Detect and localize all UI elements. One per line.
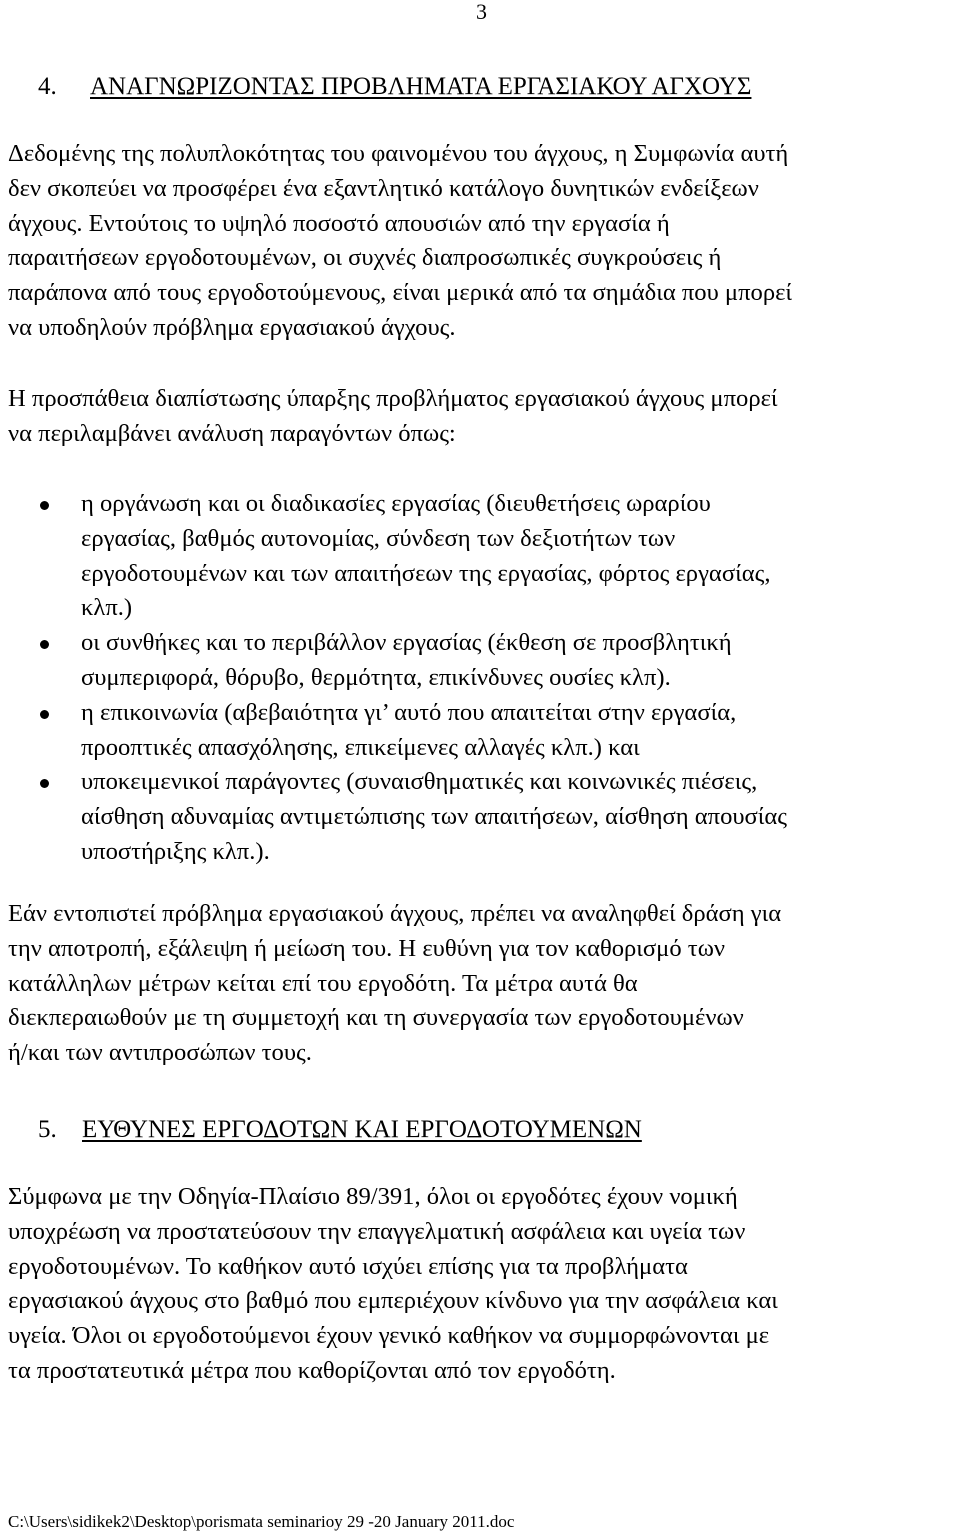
text-line: Δεδομένης της πολυπλοκότητας του φαινομένου του άγχους, η Συμφωνία αυτή	[8, 140, 789, 167]
footer-file-path: C:\Users\sidikek2\Desktop\porismata seminarioy 29 -20 January 2011.doc	[8, 1512, 515, 1531]
text-line: υγεία. Όλοι οι εργοδοτούμενοι έχουν γενικό καθήκον να συμμορφώνονται με	[8, 1322, 770, 1350]
text-line: δεν σκοπεύει να προσφέρει ένα εξαντλητικό κατάλογο δυνητικών ενδείξεων	[8, 174, 759, 202]
bullet-item-conditions	[0, 626, 960, 696]
text-line: υποχρέωση να προστατεύσουν την επαγγελματική ασφάλεια και υγεία των	[8, 1217, 746, 1245]
section-4-paragraph-2	[8, 382, 958, 452]
bullet-item-organisation	[0, 487, 960, 626]
text-line: να περιλαμβάνει ανάλυση παραγόντων όπως:	[8, 419, 456, 447]
bullet-item-subjective-factors	[0, 765, 960, 869]
text-line: Εάν εντοπιστεί πρόβλημα εργασιακού άγχους, πρέπει να αναληφθεί δράση για	[8, 900, 782, 927]
text-line: Σύμφωνα με την Οδηγία-Πλαίσιο 89/391, όλοι οι εργοδότες έχουν νομική	[8, 1183, 738, 1210]
section-4-number: 4.	[38, 73, 57, 100]
text-line: εργοδοτουμένων και των απαιτήσεων της εργασίας, φόρτος εργασίας,	[81, 559, 771, 587]
text-line: η επικοινωνία (αβεβαιότητα γι’ αυτό που απαιτείται στην εργασία,	[81, 698, 737, 726]
text-line: την αποτροπή, εξάλειψη ή μείωση του. Η ευθύνη για τον καθορισμό των	[8, 934, 726, 962]
text-line: παραιτήσεων εργοδοτουμένων, οι συχνές διαπροσωπικές συγκρούσεις ή	[8, 244, 722, 272]
bullet-icon	[40, 710, 49, 719]
text-line: συμπεριφορά, θόρυβο, θερμότητα, επικίνδυνες ουσίες κλπ).	[81, 663, 671, 691]
section-4-heading	[38, 72, 751, 102]
text-line: εργασιακού άγχους στο βαθμό που εμπεριέχουν κίνδυνο για την ασφάλεια και	[8, 1287, 778, 1315]
section-5-heading	[38, 1115, 642, 1145]
text-line: οι συνθήκες και το περιβάλλον εργασίας (έκθεση σε προσβλητική	[81, 629, 732, 657]
text-line: άγχους. Εντούτοις το υψηλό ποσοστό απουσιών από την εργασία ή	[8, 209, 670, 237]
text-line: ή/και των αντιπροσώπων τους.	[8, 1039, 312, 1067]
factors-bullet-list	[0, 487, 960, 870]
text-line: Η προσπάθεια διαπίστωσης ύπαρξης προβλήματος εργασιακού άγχους μπορεί	[8, 385, 778, 412]
section-5-paragraph-1	[8, 1180, 958, 1389]
section-4-title: ΑΝΑΓΝΩΡΙΖΟΝΤΑΣ ΠΡΟΒΛΗΜΑΤΑ ΕΡΓΑΣΙΑΚΟΥ ΑΓΧΟΥΣ	[90, 73, 752, 100]
text-line: διεκπεραιωθούν με τη συμμετοχή και τη συνεργασία των εργοδοτουμένων	[8, 1004, 744, 1032]
section-4-paragraph-3	[8, 897, 958, 1071]
text-line: κλπ.)	[81, 594, 133, 622]
bullet-icon	[40, 779, 49, 788]
page-number: 3	[476, 0, 487, 24]
section-5-title: ΕΥΘΥΝΕΣ ΕΡΓΟΔΟΤΩΝ ΚΑΙ ΕΡΓΟΔΟΤΟΥΜΕΝΩΝ	[82, 1116, 642, 1143]
text-line: να υποδηλούν πρόβλημα εργασιακού άγχους.	[8, 313, 456, 341]
text-line: εργοδοτουμένων. Το καθήκον αυτό ισχύει επίσης για τα προβλήματα	[8, 1252, 688, 1280]
text-line: αίσθηση αδυναμίας αντιμετώπισης των απαιτήσεων, αίσθηση απουσίας	[81, 803, 788, 831]
text-line: παράπονα από τους εργοδοτούμενους, είναι μερικά από τα σημάδια που μπορεί	[8, 279, 793, 307]
text-line: υποστήριξης κλπ.).	[81, 837, 270, 865]
text-line: εργασίας, βαθμός αυτονομίας, σύνδεση των δεξιοτήτων των	[81, 524, 676, 552]
bullet-item-communication	[0, 696, 960, 766]
section-5-number: 5.	[38, 1116, 57, 1143]
text-line: προοπτικές απασχόλησης, επικείμενες αλλαγές κλπ.) και	[81, 733, 640, 761]
text-line: τα προστατευτικά μέτρα που καθορίζονται από τον εργοδότη.	[8, 1356, 616, 1384]
text-line: η οργάνωση και οι διαδικασίες εργασίας (διευθετήσεις ωραρίου	[81, 490, 711, 517]
bullet-icon	[40, 501, 49, 510]
text-line: υποκειμενικοί παράγοντες (συναισθηματικές και κοινωνικές πιέσεις,	[81, 768, 758, 796]
section-4-paragraph-1	[8, 137, 958, 346]
text-line: κατάλληλων μέτρων κείται επί του εργοδότη. Τα μέτρα αυτά θα	[8, 969, 638, 997]
bullet-icon	[40, 640, 49, 649]
